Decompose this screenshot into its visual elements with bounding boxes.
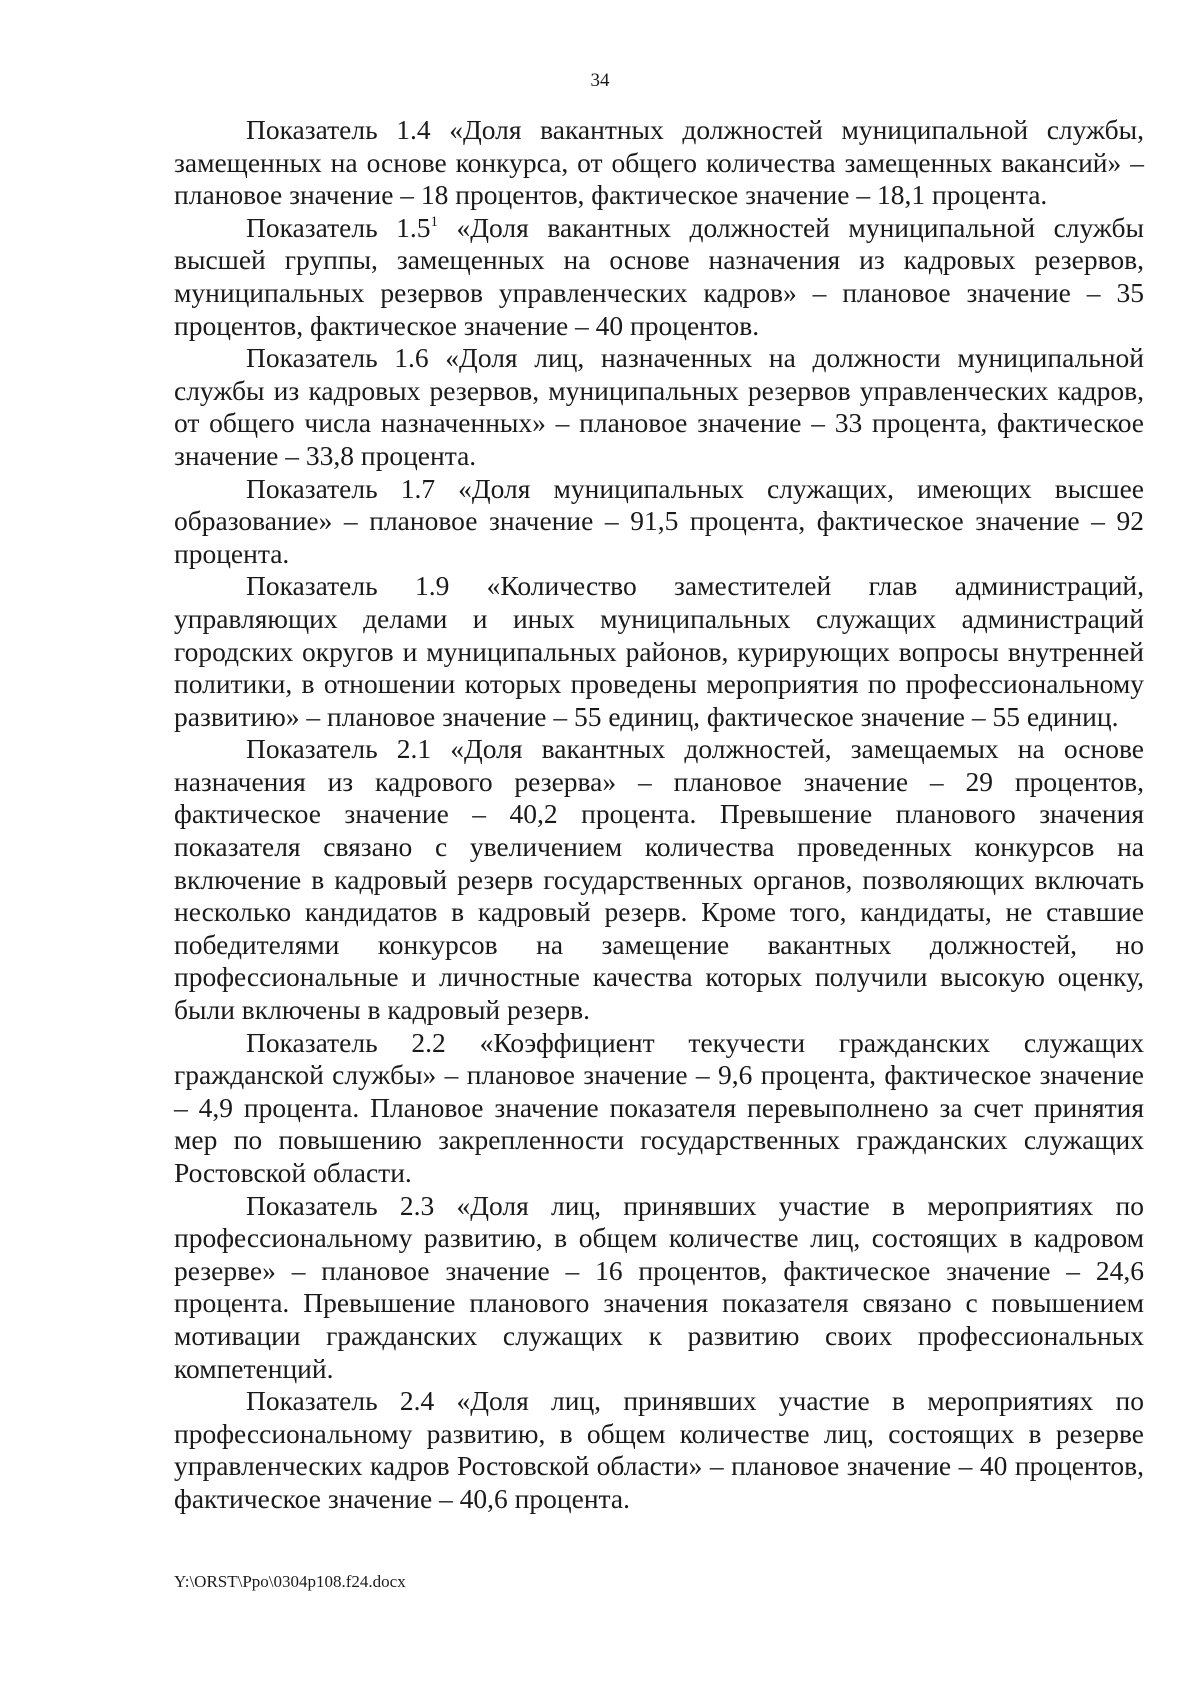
paragraph-text: Показатель 2.2 «Коэффициент текучести гражданских служащих гражданской службы» – плановое значение – 9,6 процента, фактическое значение – 4,9 процента. Плановое значение показателя перевыполнено за счет принятия мер по повышению закрепленности государственных гражданских служащих Ростовской области. — [174, 1026, 1144, 1188]
paragraph-indicator-1-5-1 — [174, 212, 1144, 342]
paragraph-indicator-1-6 — [174, 342, 1144, 472]
paragraph-text: Показатель 2.3 «Доля лиц, принявших участие в мероприятиях по профессиональному развитию, в общем количестве лиц, состоящих в кадровом резерве» – плановое значение – 16 процентов, фактическое значение – 24,6 процента. Превышение планового значения показателя связано с повышением мотивации гражданских служащих к развитию своих профессиональных компетенций. — [174, 1189, 1144, 1384]
footer-file-path: Y:\ORST\Ppo\0304p108.f24.docx — [174, 1572, 406, 1591]
page-number: 34 — [590, 70, 610, 91]
paragraph-indicator-1-4 — [174, 114, 1144, 212]
paragraph-text: Показатель 1.5 — [246, 211, 431, 243]
paragraph-text: Показатель 1.4 «Доля вакантных должностей муниципальной службы, замещенных на основе конкурса, от общего количества замещенных вакансий» – плановое значение – 18 процентов, фактическое значение – 18,1 процента. — [174, 114, 1144, 211]
document-body — [174, 114, 1144, 1516]
paragraph-text: Показатель 2.1 «Доля вакантных должностей, замещаемых на основе назначения из кадрового резерва» – плановое значение – 29 процентов, фактическое значение – 40,2 процента. Превышение планового значения показателя связано с увеличением количества проведенных конкурсов на включение в кадровый резерв государственных органов, позволяющих включать несколько кандидатов в кадровый резерв. Кроме того, кандидаты, не ставшие победителями конкурсов на замещение вакантных должностей, но профессиональные и личностные качества которых получили высокую оценку, были включены в кадровый резерв. — [174, 733, 1144, 1026]
paragraph-text-continued: «Доля вакантных должностей муниципальной службы высшей группы, замещенных на основе назначения из кадровых резервов, муниципальных резервов управленческих кадров» – плановое значение – 35 процентов, фактическое значение – 40 процентов. — [174, 211, 1144, 341]
paragraph-text: Показатель 1.6 «Доля лиц, назначенных на должности муниципальной службы из кадровых резервов, муниципальных резервов управленческих кадров, от общего числа назначенных» – плановое значение – 33 процента, фактическое значение – 33,8 процента. — [174, 342, 1144, 471]
paragraph-indicator-2-4 — [174, 1385, 1144, 1515]
paragraph-text: Показатель 1.7 «Доля муниципальных служащих, имеющих высшее образование» – плановое значение – 91,5 процента, фактическое значение – 92 процента. — [174, 472, 1144, 569]
superscript-index: 1 — [430, 213, 439, 230]
paragraph-indicator-1-7 — [174, 473, 1144, 571]
paragraph-indicator-2-3 — [174, 1190, 1144, 1386]
paragraph-text: Показатель 2.4 «Доля лиц, принявших участие в мероприятиях по профессиональному развитию, в общем количестве лиц, состоящих в резерве управленческих кадров Ростовской области» – плановое значение – 40 процентов, фактическое значение – 40,6 процента. — [174, 1385, 1144, 1514]
paragraph-text: Показатель 1.9 «Количество заместителей глав администраций, управляющих делами и иных муниципальных служащих администраций городских округов и муниципальных районов, курирующих вопросы внутренней политики, в отношении которых проведены мероприятия по профессиональному развитию» – плановое значение – 55 единиц, фактическое значение – 55 единиц. — [174, 570, 1144, 732]
paragraph-indicator-1-9 — [174, 570, 1144, 733]
paragraph-indicator-2-2 — [174, 1027, 1144, 1190]
paragraph-indicator-2-1 — [174, 733, 1144, 1026]
